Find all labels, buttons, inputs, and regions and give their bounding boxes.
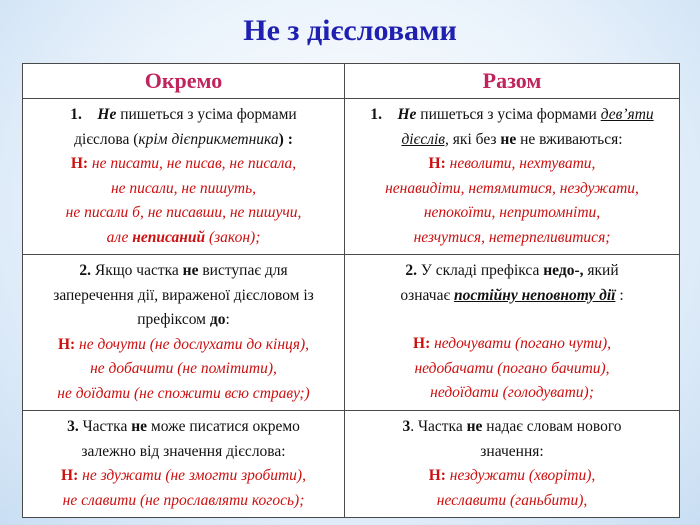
table-row [23, 255, 680, 411]
table-row [23, 99, 680, 255]
column-header-separately: Окремо [23, 64, 345, 99]
table-row [23, 411, 680, 518]
rule-3-together: 3. Частка не надає словам нового значення: Н: нездужати (хворіти), неславити (ганьбити), [345, 411, 680, 518]
column-header-together: Разом [345, 64, 680, 99]
rule-1-together: 1. Не пишеться з усіма формами дев’яти дієслів, які без не не вживаються: Н: неволити, нехтувати, ненавидіти, нетямитися, нездужати, непокоїти, непритомніти, незчутися, нетерпеливитися; [345, 99, 680, 255]
rule-3-separately: 3. Частка не може писатися окремо залежно від значення дієслова: Н: не здужати (не змогти зробити), не славити (не прославляти когось); [23, 411, 345, 518]
rule-1-separately: 1. Не пишеться з усіма формами дієслова (крім дієприкметника) : Н: не писати, не писав, не писала, не писали, не пишуть, не писали б, не писавши, не пишучи, але неписаний (закон); [23, 99, 345, 255]
table-header-row [23, 64, 680, 99]
rule-2-together: 2. У складі префікса недо-, який означає постійну неповноту дії : Н: недочувати (погано чути), недобачати (погано бачити), недоїдати (голодувати); [345, 255, 680, 411]
rule-2-separately: 2. Якщо частка не виступає для заперечення дії, вираженої дієсловом із префіксом до: Н: не дочути (не дослухати до кінця), не добачити (не помітити), не доїдати (не спожити всю страву;) [23, 255, 345, 411]
page-title: Не з дієсловами [243, 14, 457, 47]
rules-table [22, 63, 680, 518]
